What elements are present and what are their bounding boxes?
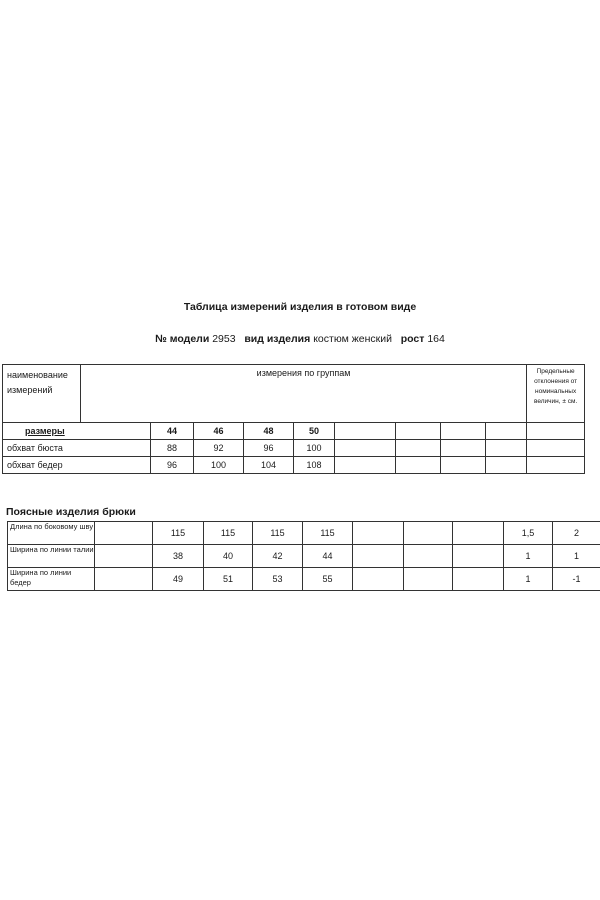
- model-number-label: № модели: [155, 333, 210, 345]
- value-cell: 92: [194, 440, 244, 457]
- value-cell: 40: [204, 545, 253, 568]
- value-cell: 42: [253, 545, 303, 568]
- sizes-label: размеры: [3, 423, 151, 440]
- tolerance-cell: 1: [504, 545, 553, 568]
- empty-cell: [527, 423, 585, 440]
- header-measurement-name: наименование измерений: [3, 365, 81, 423]
- empty-cell: [404, 545, 453, 568]
- empty-cell: [453, 568, 504, 591]
- item-type-value: костюм женский: [313, 333, 392, 345]
- empty-cell: [404, 568, 453, 591]
- row-label: Ширина по линии бедер: [8, 568, 95, 591]
- empty-cell: [404, 522, 453, 545]
- value-cell: 49: [153, 568, 204, 591]
- value-cell: 96: [151, 457, 194, 474]
- table-row: [8, 545, 600, 568]
- trousers-table: [7, 521, 600, 591]
- empty-cell: [353, 545, 404, 568]
- value-cell: 115: [253, 522, 303, 545]
- model-number-value: 2953: [212, 333, 236, 345]
- size-cell: 44: [151, 423, 194, 440]
- value-cell: 88: [151, 440, 194, 457]
- tolerance-cell: 1: [504, 568, 553, 591]
- value-cell: 53: [253, 568, 303, 591]
- model-info-line: [0, 333, 600, 345]
- empty-cell: [527, 457, 585, 474]
- header-tolerance: Предельные отклонения от номинальных величин, ± см.: [527, 365, 585, 423]
- size-cell: 48: [244, 423, 294, 440]
- empty-cell: [441, 423, 486, 440]
- empty-cell: [486, 457, 527, 474]
- tolerance-cell: 2: [553, 522, 600, 545]
- value-cell: 115: [153, 522, 204, 545]
- value-cell: 44: [303, 545, 353, 568]
- tolerance-cell: 1,5: [504, 522, 553, 545]
- tolerance-cell: 1: [553, 545, 600, 568]
- row-label: обхват бюста: [3, 440, 151, 457]
- row-label: Длина по боковому шву: [8, 522, 95, 545]
- section-title: Поясные изделия брюки: [6, 506, 136, 518]
- value-cell: 104: [244, 457, 294, 474]
- empty-cell: [486, 423, 527, 440]
- empty-cell: [441, 440, 486, 457]
- value-cell: 51: [204, 568, 253, 591]
- header-measurement-groups: измерения по группам: [81, 365, 527, 423]
- empty-cell: [453, 545, 504, 568]
- empty-cell: [335, 440, 396, 457]
- row-label: Ширина по линии талии: [8, 545, 95, 568]
- empty-cell: [95, 568, 153, 591]
- height-value: 164: [427, 333, 445, 345]
- empty-cell: [527, 440, 585, 457]
- value-cell: 100: [194, 457, 244, 474]
- document-title: Таблица измерений изделия в готовом виде: [183, 301, 417, 313]
- table-row: [8, 568, 600, 591]
- empty-cell: [95, 545, 153, 568]
- value-cell: 115: [303, 522, 353, 545]
- height-label: рост: [400, 333, 425, 345]
- value-cell: 96: [244, 440, 294, 457]
- empty-cell: [453, 522, 504, 545]
- table-row: [8, 522, 600, 545]
- value-cell: 55: [303, 568, 353, 591]
- tolerance-cell: -1: [553, 568, 600, 591]
- value-cell: 108: [294, 457, 335, 474]
- row-label: обхват бедер: [3, 457, 151, 474]
- value-cell: 115: [204, 522, 253, 545]
- empty-cell: [396, 457, 441, 474]
- empty-cell: [95, 522, 153, 545]
- empty-cell: [396, 440, 441, 457]
- empty-cell: [486, 440, 527, 457]
- empty-cell: [335, 457, 396, 474]
- value-cell: 100: [294, 440, 335, 457]
- empty-cell: [396, 423, 441, 440]
- table-row: [3, 457, 585, 474]
- empty-cell: [441, 457, 486, 474]
- value-cell: 38: [153, 545, 204, 568]
- measurements-table: [2, 364, 585, 474]
- empty-cell: [335, 423, 396, 440]
- empty-cell: [353, 568, 404, 591]
- table-row: [3, 440, 585, 457]
- size-cell: 50: [294, 423, 335, 440]
- item-type-label: вид изделия: [244, 333, 311, 345]
- size-cell: 46: [194, 423, 244, 440]
- empty-cell: [353, 522, 404, 545]
